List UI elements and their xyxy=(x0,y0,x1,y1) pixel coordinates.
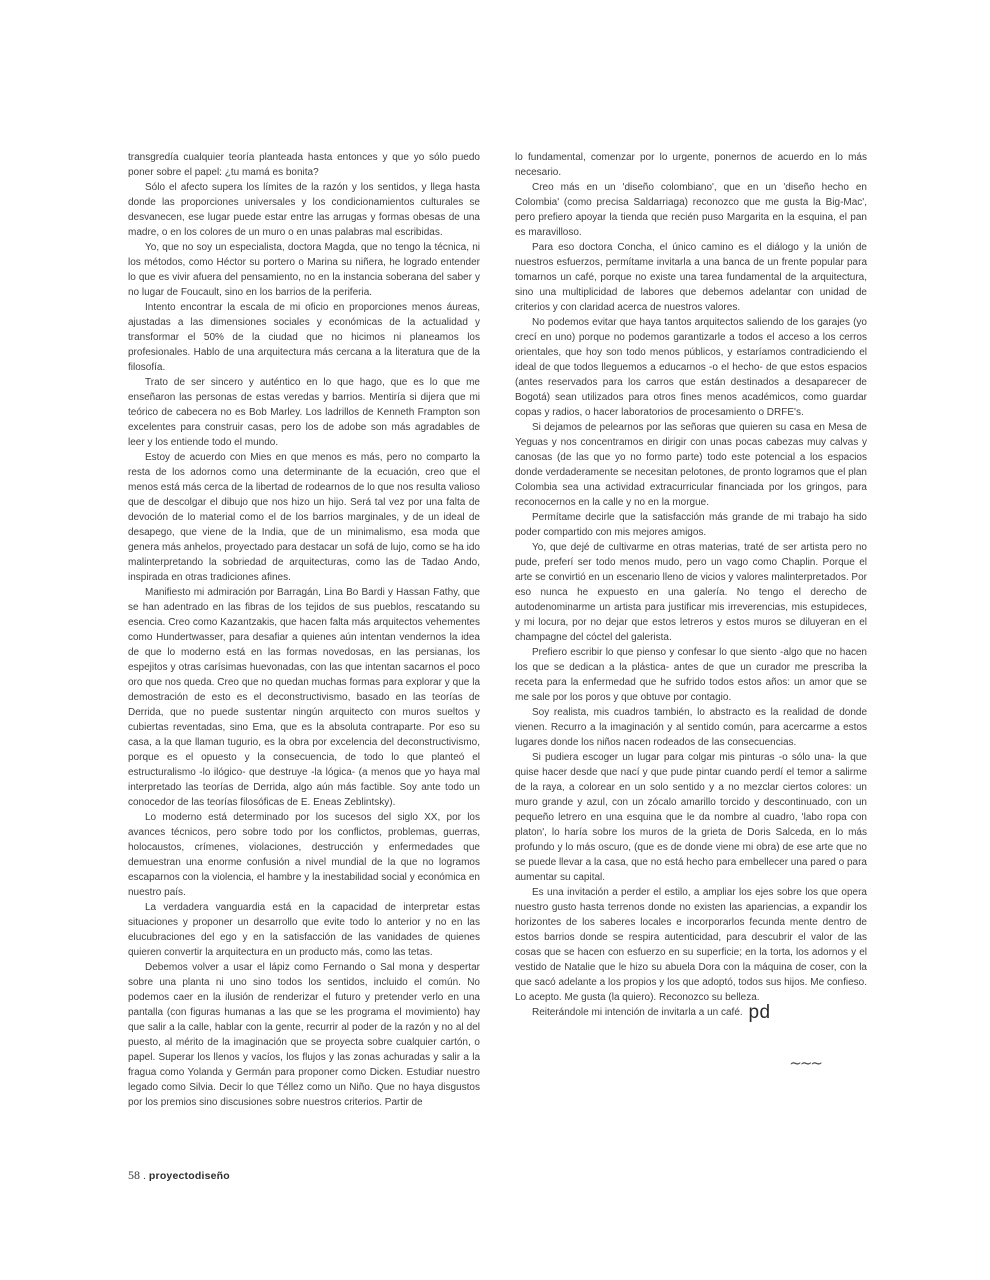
paragraph: Sólo el afecto supera los límites de la razón y los sentidos, y llega hasta donde las proporciones universales y los condicionamientos culturales se desvanecen, ese lugar puede estar entre las arrugas y formas obesas de una madre, o en los colores de un muro o en unas palabras mal escribidas. xyxy=(128,182,480,238)
paragraph: Prefiero escribir lo que pienso y confesar lo que siento -algo que no hacen los que se dedican a la plástica- antes de que un curador me prescriba la receta para la enfermedad que he sufrido todos estos años: un amor que se me sale por los poros y que obtuve por contagio. xyxy=(515,647,867,703)
right-column xyxy=(515,150,867,1110)
paragraph: Yo, que no soy un especialista, doctora Magda, que no tengo la técnica, ni los métodos, como Héctor su portero o Marina su niñera, he logrado entender lo que es vivir afuera del pensamiento, no en la instancia soberana del saber y no lugar de Foucault, sino en los barrios de la periferia. xyxy=(128,242,480,298)
paragraph: Yo, que dejé de cultivarme en otras materias, traté de ser artista pero no pude, preferí ser todo menos mudo, pero un vago como Chaplin. Porque el arte se convirtió en un escenario lleno de vicios y valores malinterpretados. Por eso nunca he expuesto en una galería. No tengo el derecho de autodenominarme un artista para justificar mis irreverencias, mis estupideces, y mi locura, por no dejar que estos letreros y estos muros se diluyeran en el champagne del cóctel del galerista. xyxy=(515,542,867,643)
paragraph: Estoy de acuerdo con Mies en que menos es más, pero no comparto la resta de los adornos como una determinante de la ecuación, creo que el menos está más cerca de la libertad de rodearnos de lo que nos resulta valioso que de descolgar el dibujo que nos hizo un hijo. Será tal vez por una falta de devoción de lo material como el de los barrios marginales, y de un ideal de desapego, que viene de la India, que de un minimalismo, esa moda que genera más anhelos, proyectado para destacar un sofá de lujo, como se ha ido malinterpretando la sobriedad de arquitecturas, como las de Tadao Ando, inspirada en otras tradiciones afines. xyxy=(128,452,480,583)
closing-text: Reiterándole mi intención de invitarla a un café. xyxy=(532,1007,743,1018)
paragraph: Lo moderno está determinado por los sucesos del siglo XX, por los avances técnicos, pero sobre todo por los conflictos, problemas, guerras, holocaustos, crímenes, violaciones, destrucción y enfermedades que demuestran una enorme confusión a nivel mundial de la que no logramos escaparnos con la violencia, el hambre y la inestabilidad social y económica en nuestro país. xyxy=(128,812,480,898)
paragraph: Para eso doctora Concha, el único camino es el diálogo y la unión de nuestros esfuerzos, permítame invitarla a una banca de un frente popular para tomarnos un café, porque no existe una tarea fundamental de la arquitectura, sino una multiplicidad de labores que debemos adelantar con unidad de criterios y con claridad acerca de nuestros valores. xyxy=(515,242,867,313)
paragraph: Trato de ser sincero y auténtico en lo que hago, que es lo que me enseñaron las personas de estas veredas y barrios. Mentiría si dijera que mi teórico de cabecera no es Bob Marley. Los ladrillos de Kenneth Frampton son excelentes para construir casas, pero los de adobe son más agradables de leer y los entiende todo el mundo. xyxy=(128,377,480,448)
paragraph: transgredía cualquier teoría planteada hasta entonces y que yo sólo puedo poner sobre el papel: ¿tu mamá es bonita? xyxy=(128,152,480,178)
left-column xyxy=(128,150,480,1110)
signature-squiggle: ~~~ xyxy=(789,1054,821,1072)
paragraph: No podemos evitar que haya tantos arquitectos saliendo de los garajes (yo crecí en uno) porque no podemos garantizarle a todos el acceso a los cerros orientales, que hoy son todo menos públicos, y estaríamos contradiciendo el ideal de que todos lleguemos a educarnos -o el hecho- de que estos espacios (antes reservados para los carros que están destinados a desaparecer de Bogotá) sean utilizados para otros fines menos académicos, como guardar copas y radios, o hacer laboratorios de procesamiento o DRFE's. xyxy=(515,317,867,418)
paragraph: Manifiesto mi admiración por Barragán, Lina Bo Bardi y Hassan Fathy, que se han adentrado en las fibras de los tejidos de sus pueblos, rescatando su esencia. Creo como Kazantzakis, que hacen falta más arquitectos vehementes como Hundertwasser, para desafiar a quienes aún intentan vendernos la idea de que lo moderno está en las formas novedosas, en las persianas, los espejitos y otras carísimas huevonadas, con las que intentan sacarnos el poco oro que nos queda. Creo que no quedan muchas formas para explorar y que la demostración de esto es el deconstructivismo, basado en las teorías de Derrida, que no puede sustentar ningún arquitecto con muros sueltos y cubiertas reventadas, sino Ema, que es la absoluta contraparte. Por eso su casa, a la que llaman tugurio, es la obra por excelencia del deconstructivismo, porque es el opuesto y la consecuencia, de todo lo que planteó el estructuralismo -lo ilógico- que destruye -la lógica- (a menos que yo haya mal interpretado las teorías de Derrida, algo aún más factible. Soy ante todo un conocedor de las teorías filosóficas de E. Eneas Zeblintsky). xyxy=(128,587,480,808)
paragraph: Permítame decirle que la satisfacción más grande de mi trabajo ha sido poder compartido con mis mejores amigos. xyxy=(515,512,867,538)
magazine-name: proyectodiseño xyxy=(148,1170,230,1182)
paragraph: Debemos volver a usar el lápiz como Fernando o Sal mona y despertar sobre una planta ni uno sino todos los sentidos, incluido el común. No podemos caer en la ilusión de renderizar el futuro y pretender verlo en una pantalla (con figuras humanas a las que se les programa el movimiento) hay que salir a la calle, hablar con la gente, recurrir al poder de la razón y no al del puesto, al mérito de la imaginación que se proyecta sobre cualquier cartón, o papel. Superar los llenos y vacíos, los flujos y las zonas achuradas y salir a la fragua como Yolanda y Germán para proponer como Dicken. Estudiar nuestro legado como Silvia. Decir lo que Téllez como un Niño. Que no haya disgustos por los premios sino discusiones sobre nuestros criterios. Partir de xyxy=(128,962,480,1108)
paragraph: lo fundamental, comenzar por lo urgente, ponernos de acuerdo en lo más necesario. xyxy=(515,152,867,178)
paragraph: Intento encontrar la escala de mi oficio en proporciones menos áureas, ajustadas a las dimensiones sociales y económicas de la actualidad y transformar el 50% de la ciudad que no hicimos ni planeamos los profesionales. Hablo de una arquitectura más cercana a la literatura que de la filosofía. xyxy=(128,302,480,373)
paragraph: La verdadera vanguardia está en la capacidad de interpretar estas situaciones y proponer un desarrollo que evite todo lo anterior y no en las elucubraciones del ego y en la satisfacción de las vanidades de quienes quieren convertir la arquitectura en un producto más, como las tetas. xyxy=(128,902,480,958)
paragraph: Soy realista, mis cuadros también, lo abstracto es la realidad de donde vienen. Recurro a la imaginación y al sentido común, para acercarme a estos lugares donde los niños nacen rodeados de las consecuencias. xyxy=(515,707,867,748)
paragraph: Si pudiera escoger un lugar para colgar mis pinturas -o sólo una- la que quise hacer desde que nací y que pude pintar cuando perdí el temor a salirme de la raya, a colorear en un solo sentido y a no mezclar ciertos colores: un muro grande y azul, con un zócalo amarillo torcido y descontinuado, con un pequeño letrero en una esquina que le da nombre al cuadro, 'labo ropa con platon', lo haría sobre los muros de la grieta de Doris Salceda, en lo más profundo y lo más oscuro, (que es de donde viene mi obra) de ese arte que no se puede llevar a la casa, que no está hecho para embellecer una pared o para aumentar su capital. xyxy=(515,752,867,883)
pd-magazine-logo: pd xyxy=(748,1002,771,1023)
closing-line xyxy=(515,1002,867,1023)
article-body xyxy=(128,150,868,1110)
footer-separator: . xyxy=(143,1170,146,1182)
paragraph: Creo más en un 'diseño colombiano', que en un 'diseño hecho en Colombia' (como precisa Saldarriaga) reconozco que me gusta la Big-Mac', pero prefiero apoyar la tienda que recién puso Margarita en la esquina, el pan es maravilloso. xyxy=(515,182,867,238)
page-footer xyxy=(128,1168,230,1183)
page-number: 58 xyxy=(128,1168,140,1182)
paragraph: Es una invitación a perder el estilo, a ampliar los ejes sobre los que opera nuestro gusto hasta terrenos donde no existen las apariencias, a expandir los horizontes de los saberes locales e incorporarlos fecunda mente dentro de estos barrios donde se respira autenticidad, para descubrir el valor de las cosas que se hacen con esfuerzo en su superficie; en la torta, los adornos y el vestido de Natalie que le hizo su abuela Dora con la máquina de coser, con la que sacó adelante a los propios y los que adoptó, todos sus hijos. Me confieso. Lo acepto. Me gusta (la quiero). Reconozco su belleza. xyxy=(515,887,867,1003)
paragraph: Si dejamos de pelearnos por las señoras que quieren su casa en Mesa de Yeguas y nos concentramos en dirigir con unas pocas cabezas muy calvas y canosas (de las que yo no formo parte) todo este potencial a los espacios donde verdaderamente se necesitan pelotones, de pronto logramos que el plan Colombia sea una actividad extracurricular financiada por los gringos, para reconocernos en la calle y no en la morgue. xyxy=(515,422,867,508)
